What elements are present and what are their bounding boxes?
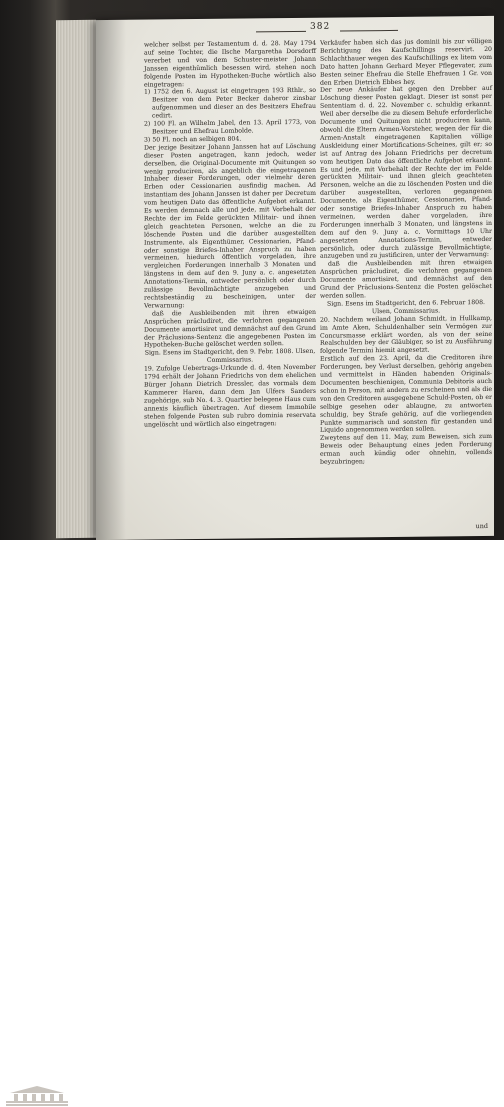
header-rule-left: [256, 31, 306, 33]
paragraph-item: 1) 1752 den 6. August ist eingetragen 193 Rthlr., so Besitzer von dem Peter Becker daheror zinsbar aufgenommen und dieser an des Besitzers Ehefrau cedirt.: [144, 87, 316, 120]
paragraph-para: Verkäufer haben sich das jus dominii bis zur völligen Berichtigung des Kaufschillings reservirt. 20 Schlachthauer wegen des Kaufschillings ex litem vom Dato hatten Johann Gerhard Meyer Pflegevater, zum Besten seiner Ehefrau die Stelle Ehefrauen 1 Gr. von den Erben Dietrich Ebbes hey.: [320, 37, 492, 87]
paragraph-indent: daß die Ausbleibenden mit ihren etwaigen Ansprüchen präcludiret, die verlohren gegangenen Documente amortisiret, und demnächst auf den Grund der Präclusions-Sentenz die Posten gelöschet werden sollen.: [320, 259, 492, 300]
paragraph-para: Der jezige Besitzer Johann Janssen hat auf Löschung dieser Posten angetragen, kann jedoch, weder derselben, die Original-Documente mit Quitungen so wenig produciren, als angeblich die eingetragenen Inhaber dieser Forderungen, oder vielmehr deren Erben oder Cessionarien ausfindig machen. Ad instantiam des Johann Janssen ist daher per Decretum vom heutigen Dato das öffentliche Aufgebot erkannt. Es werden demnach alle und jede, mit Vorbehalt der Rechte der im Felde gerückten Militair- und ihnen gleich geachteten Personen, welche an die zu löschende Posten und die darüber ausgestellten Instrumente, als Eigenthümer, Cessionarien, Pfand- oder sonstige Briefes-Inhaber Anspruch zu haben vermeinen, hiedurch öffentlich vorgeladen, ihre vergleichen Forderungen innerhalb 3 Monaten und längstens in dem auf den 9. Juny a. c. angesetzten Annotations-Termin, entweder persönlich oder durch zulässige Bevollmächtigte anzugeben und rechtsbeständig zu bescheinigen, unter der Verwarnung:: [144, 142, 316, 310]
paragraph-para: 19. Zufolge Uebertrags-Urkunde d. d. 4ten November 1794 erhält der Johann Friedrichs von dem ehelichen Bürger Johann Dietrich Dressler, das vormals dem Kammerer Haren, dann dem Jan Ulfers Sanders zugehörige, sub No. 4. 3. Quartier belegene Haus cum annexis käuflich übertragen. Auf diesem Immobile stehen folgende Posten sub rubro dominia reservata ungelöscht und wörtlich also eingetragen:: [144, 363, 316, 429]
library-logo-icon: [6, 1085, 68, 1107]
paragraph-para: Zweytens auf den 11. May, zum Beweisen, sich zum Beweis oder Behauptung eines jeden Forderung erman auch kündig oder ohnehin, vollends beyzubringen;: [320, 433, 492, 466]
gutter-shadow: [96, 20, 126, 540]
header-rule-right: [340, 30, 398, 32]
paragraph-para: Der neue Ankäufer hat gegen den Drebber auf Löschung dieser Posten geklagt. Dieser ist sonst per Sententiam d. d. 22. November c. schuldig erkannt. Weil aber derselbe die zu diesem Behufe erforderliche Documente und Quitungen nicht produciren kann, obwohl die Eltern Armen-Vorsteher, wegen der für die Armen-Anstalt eingetragenen Kapitalien völlige Auskleidung einer Mortifications-Scheines, gilt er; so ist auf Antrag des Johann Friedrichs per decretum vom heutigen Dato das öffentliche Aufgebot erkannt. Es und jede, mit Vorbehalt der Rechte der im Felde gerückten Militair- und ihnen gleich geachteten Personen, welche an die zu löschenden Posten und die darüber ausgestellten, verloren gegangenen Documente, als Eigenthümer, Cessionarien, Pfand- oder sonstige Briefes-Inhaber Anspruch zu haben vermeinen, werden daher vorgeladen, ihre Forderungen innerhalb 3 Monaten, und längstens in dem auf den 9. Juny a. c. Vormittags 10 Uhr angesetzten Annotations-Termin, entweder persönlich, oder durch zulässige Bevollmächtigte, anzugeben und zu justificiren, unter der Verwarnung:: [320, 85, 492, 261]
scanned-book-spread: [0, 0, 504, 540]
page-edges: [56, 20, 96, 538]
paragraph-item: 2) 100 Fl. an Wilhelm Jabel, den 13. April 1773, von Besitzer und Ehefrau Lombolde.: [144, 118, 316, 136]
paragraph-para: welcher selbst per Testamentum d. d. 28. May 1794 auf seine Tochter, die Ilsche Margaretha Dorsdorff vererbet und von dem Schuster-meister Johann Janssen eigenthümlich besessen wird, stehen noch folgende Posten im Hypotheken-Buche wörtlich also eingetragen:: [144, 39, 316, 89]
paragraph-item: 3) 50 Fl. noch an selbigen 804.: [144, 135, 242, 144]
paragraph-para: Erstlich auf den 23. April, da die Creditoren ihre Forderungen, bey Verlust derselben, gehörig angeben und vermittelst in Händen habenden Originals-Documenten beschienigen, Communia Debitoris auch schon in Person, mit andern zu erscheinen und als die von den Creditoren ausgegebene Schuld-Posten, ob er selbige gesehen oder ablaugne, zu antworten schuldig, bey Strafe gehörig, auf die vorliegenden Punkte summarisch und sonsten für gestanden und Liquido angenommen werden sollen.: [320, 354, 492, 435]
book-page: [96, 16, 494, 540]
paragraph-sign: Sign. Esens im Stadtgericht, den 6. Februar 1808. Ulsen, Commissarius.: [327, 298, 485, 316]
paragraph-para: 20. Nachdem weiland Johann Schmidt, in Hullkamp, im Amte Aken, Schuldenhalber sein Vermögen zur Concursmasse erklärt worden, als von der seine Realschulden bey der Gläubiger, so ist zu Ausführung folgende Termini hiemit angesetzt.: [320, 314, 492, 356]
catchword: und: [475, 521, 488, 531]
paragraph-sign: Sign. Esens im Stadtgericht, den 9. Febr. 1808. Ulsen, Commissarius.: [144, 348, 316, 365]
left-column: [144, 40, 316, 429]
footer-bar: [0, 540, 504, 572]
page-number: 382: [310, 21, 331, 32]
paragraph-indent: daß die Ausbleibenden mit ihren etwaigen Ansprüchen präcludiret, die verlohren gegangenen Documente amortisiret und demnächst auf den Grund der Präclusions-Sentenz die angegebenen Posten im Hypotheken-Buche gelöschet werden sollen.: [144, 308, 316, 350]
right-column: [320, 38, 492, 467]
